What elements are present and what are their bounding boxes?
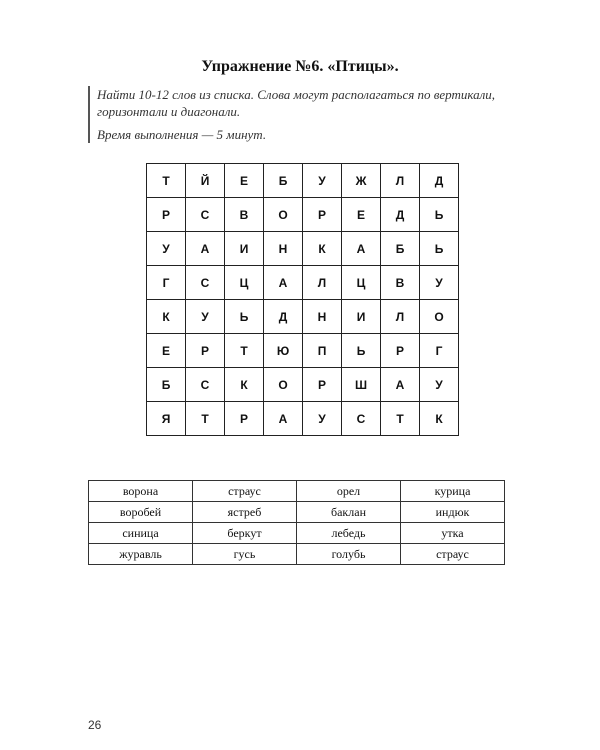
task-text: Найти 10-12 слов из списка. Слова могут располагаться по вертикали, горизонтали и диагонали. (97, 87, 496, 119)
grid-cell[interactable]: К (225, 368, 264, 402)
grid-cell[interactable]: Ь (342, 334, 381, 368)
grid-cell[interactable]: Й (186, 164, 225, 198)
grid-cell[interactable]: В (381, 266, 420, 300)
grid-cell[interactable]: Р (303, 368, 342, 402)
grid-row (147, 402, 459, 436)
grid-cell[interactable]: Ю (264, 334, 303, 368)
grid-cell[interactable]: Б (147, 368, 186, 402)
word-list-item: утка (401, 523, 505, 544)
time-limit-text: Время выполнения — 5 минут. (97, 127, 267, 142)
word-list-item: индюк (401, 502, 505, 523)
grid-row (147, 334, 459, 368)
grid-cell[interactable]: Р (381, 334, 420, 368)
word-list-item: баклан (297, 502, 401, 523)
word-list-row (89, 523, 505, 544)
grid-cell[interactable]: Ш (342, 368, 381, 402)
grid-cell[interactable]: Н (264, 232, 303, 266)
grid-row (147, 164, 459, 198)
grid-cell[interactable]: К (420, 402, 459, 436)
exercise-title: Упражнение №6. «Птицы». (201, 58, 399, 75)
grid-cell[interactable]: Л (381, 164, 420, 198)
grid-cell[interactable]: У (420, 266, 459, 300)
grid-cell[interactable]: Ь (420, 198, 459, 232)
grid-row (147, 266, 459, 300)
word-list-row (89, 481, 505, 502)
word-list-item: журавль (89, 544, 193, 565)
grid-cell[interactable]: Я (147, 402, 186, 436)
grid-cell[interactable]: К (303, 232, 342, 266)
grid-cell[interactable]: Г (420, 334, 459, 368)
grid-cell[interactable]: Н (303, 300, 342, 334)
grid-cell[interactable]: У (303, 402, 342, 436)
word-list-item: синица (89, 523, 193, 544)
grid-cell[interactable]: Т (381, 402, 420, 436)
grid-cell[interactable]: Ц (342, 266, 381, 300)
grid-cell[interactable]: У (303, 164, 342, 198)
grid-cell[interactable]: А (186, 232, 225, 266)
word-list-item: беркут (193, 523, 297, 544)
word-list-item: воробей (89, 502, 193, 523)
grid-cell[interactable]: Р (303, 198, 342, 232)
grid-cell[interactable]: Л (303, 266, 342, 300)
grid-cell[interactable]: П (303, 334, 342, 368)
grid-cell[interactable]: А (264, 266, 303, 300)
grid-cell[interactable]: Т (147, 164, 186, 198)
word-list-item: ворона (89, 481, 193, 502)
grid-cell[interactable]: Д (381, 198, 420, 232)
grid-cell[interactable]: Д (264, 300, 303, 334)
letter-grid (146, 163, 459, 436)
grid-cell[interactable]: Р (147, 198, 186, 232)
grid-cell[interactable]: А (381, 368, 420, 402)
grid-cell[interactable]: Е (225, 164, 264, 198)
grid-cell[interactable]: Ж (342, 164, 381, 198)
grid-cell[interactable]: Б (264, 164, 303, 198)
grid-cell[interactable]: С (186, 368, 225, 402)
grid-cell[interactable]: Б (381, 232, 420, 266)
grid-cell[interactable]: У (420, 368, 459, 402)
grid-cell[interactable]: Ц (225, 266, 264, 300)
instructions-block (88, 86, 527, 143)
grid-row (147, 368, 459, 402)
grid-cell[interactable]: А (264, 402, 303, 436)
grid-cell[interactable]: Г (147, 266, 186, 300)
page-number: 26 (88, 718, 102, 732)
grid-cell[interactable]: Р (225, 402, 264, 436)
grid-cell[interactable]: Е (147, 334, 186, 368)
word-list-item: орел (297, 481, 401, 502)
word-list-item: ястреб (193, 502, 297, 523)
grid-cell[interactable]: Р (186, 334, 225, 368)
grid-cell[interactable]: И (225, 232, 264, 266)
grid-cell[interactable]: С (342, 402, 381, 436)
grid-cell[interactable]: У (147, 232, 186, 266)
grid-cell[interactable]: Ь (225, 300, 264, 334)
grid-cell[interactable]: О (420, 300, 459, 334)
grid-cell[interactable]: А (342, 232, 381, 266)
word-list-table (88, 480, 505, 565)
grid-cell[interactable]: В (225, 198, 264, 232)
word-list-item: курица (401, 481, 505, 502)
grid-cell[interactable]: Т (225, 334, 264, 368)
grid-cell[interactable]: Е (342, 198, 381, 232)
word-list-item: гусь (193, 544, 297, 565)
grid-cell[interactable]: С (186, 266, 225, 300)
grid-cell[interactable]: Д (420, 164, 459, 198)
grid-cell[interactable]: О (264, 368, 303, 402)
grid-row (147, 198, 459, 232)
grid-cell[interactable]: К (147, 300, 186, 334)
word-list-item: голубь (297, 544, 401, 565)
grid-cell[interactable]: И (342, 300, 381, 334)
word-list-item: лебедь (297, 523, 401, 544)
grid-cell[interactable]: У (186, 300, 225, 334)
grid-cell[interactable]: С (186, 198, 225, 232)
grid-row (147, 232, 459, 266)
grid-cell[interactable]: Л (381, 300, 420, 334)
word-list-item: страус (193, 481, 297, 502)
word-list-item: страус (401, 544, 505, 565)
word-list-row (89, 502, 505, 523)
word-list-row (89, 544, 505, 565)
grid-row (147, 300, 459, 334)
grid-cell[interactable]: Ь (420, 232, 459, 266)
grid-cell[interactable]: Т (186, 402, 225, 436)
grid-cell[interactable]: О (264, 198, 303, 232)
